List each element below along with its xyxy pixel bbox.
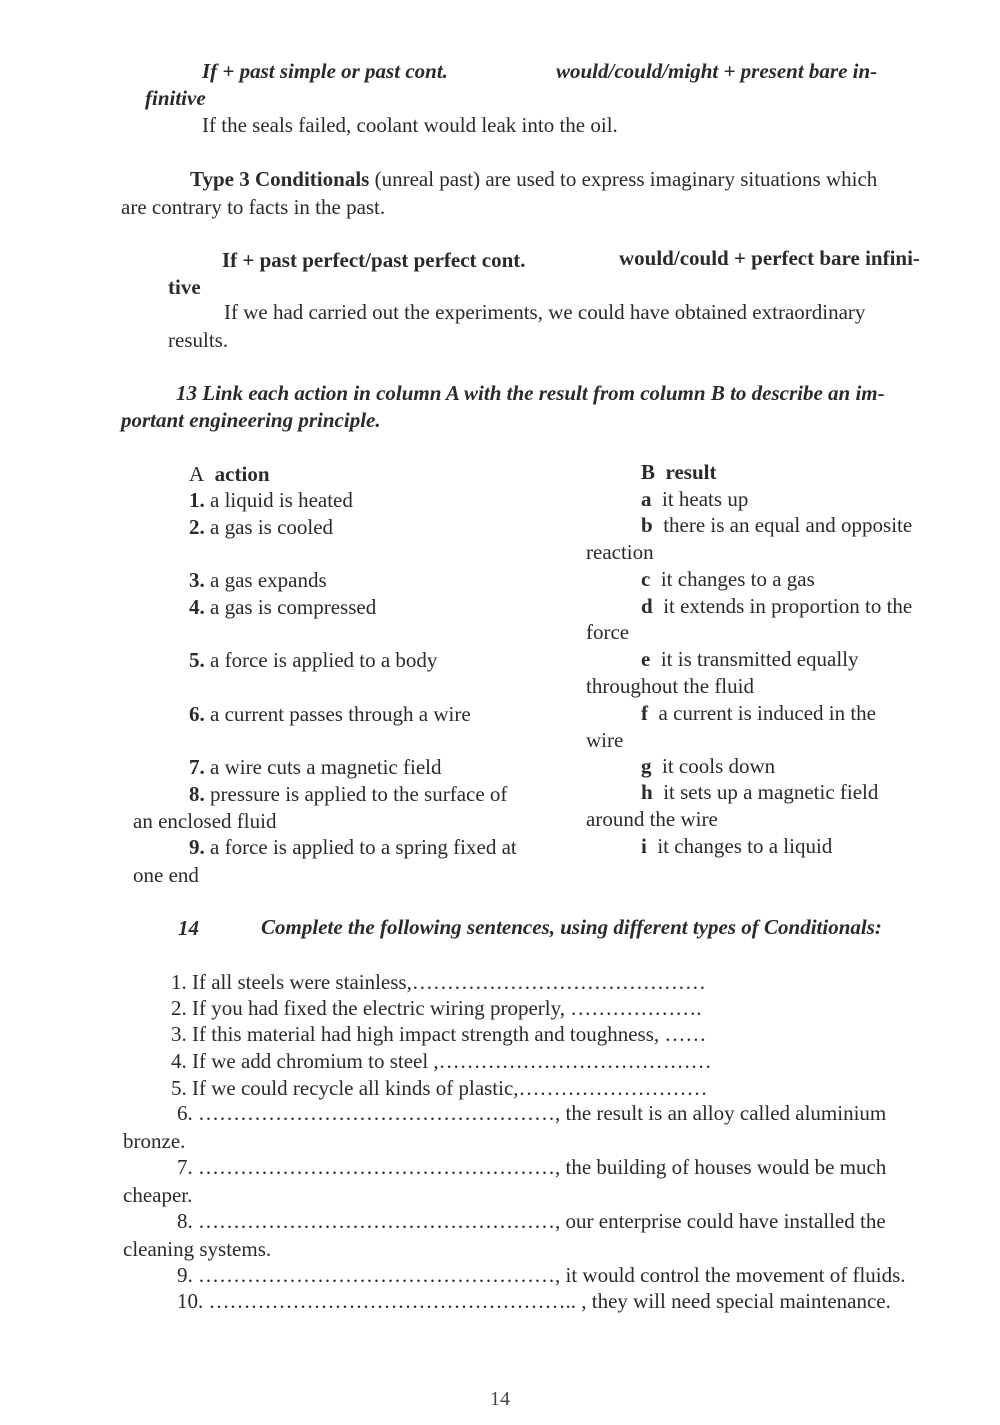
ex13-instruction-line2: portant engineering principle. bbox=[121, 408, 381, 432]
type2-example: If the seals failed, coolant would leak into the oil. bbox=[202, 113, 618, 137]
type2-formula-main: would/could/might + present bare in- bbox=[556, 59, 878, 83]
type3-desc-line2: are contrary to facts in the past. bbox=[121, 195, 386, 219]
action-item: 7. a wire cuts a magnetic field bbox=[189, 755, 442, 779]
col-a-title: action bbox=[214, 462, 270, 486]
sentence-item-cont: bronze. bbox=[123, 1129, 186, 1153]
sentence-item: 7. ……………………………………………, the building of houses would be much bbox=[177, 1155, 887, 1179]
action-item-cont: an enclosed fluid bbox=[133, 809, 277, 833]
result-item: c it changes to a gas bbox=[641, 567, 815, 591]
action-item: 1. a liquid is heated bbox=[189, 488, 353, 512]
result-item: f a current is induced in the bbox=[641, 701, 877, 725]
col-a-header bbox=[189, 461, 270, 488]
type3-example-line1: If we had carried out the experiments, we could have obtained extraordinary bbox=[224, 300, 866, 324]
type3-desc-line1: (unreal past) are used to express imaginary situations which bbox=[374, 167, 878, 191]
sentence-item: 3. If this material had high impact strength and toughness, …… bbox=[171, 1022, 707, 1046]
result-item: i it changes to a liquid bbox=[641, 834, 833, 858]
action-item: 5. a force is applied to a body bbox=[189, 648, 438, 672]
sentence-item: 1. If all steels were stainless,…………………………………… bbox=[171, 970, 706, 994]
action-item: 9. a force is applied to a spring fixed at bbox=[189, 835, 517, 859]
result-item: b there is an equal and opposite bbox=[641, 513, 913, 537]
action-item-cont: one end bbox=[133, 863, 199, 887]
type3-formula-wrap: tive bbox=[168, 275, 201, 299]
ex14-number: 14 bbox=[178, 916, 199, 940]
sentence-item: 10. …………………………………………….. , they will need special maintenance. bbox=[177, 1289, 891, 1313]
sentence-item: 8. ……………………………………………, our enterprise could have installed the bbox=[177, 1209, 886, 1233]
result-item-cont: around the wire bbox=[586, 807, 718, 831]
col-a-letter: A bbox=[189, 462, 205, 486]
result-item-cont: reaction bbox=[586, 540, 654, 564]
result-item-cont: throughout the fluid bbox=[586, 674, 754, 698]
action-item: 3. a gas expands bbox=[189, 568, 327, 592]
sentence-item: 4. If we add chromium to steel ,………………………………… bbox=[171, 1049, 712, 1073]
sentence-item: 6. ……………………………………………, the result is an alloy called aluminium bbox=[177, 1101, 887, 1125]
ex13-instruction-line1: 13 Link each action in column A with the result from column B to describe an im- bbox=[176, 381, 885, 405]
result-item-cont: wire bbox=[586, 728, 624, 752]
type3-paragraph bbox=[190, 166, 877, 193]
result-item: h it sets up a magnetic field bbox=[641, 780, 879, 804]
result-item: d it extends in proportion to the bbox=[641, 594, 913, 618]
type3-example-line2: results. bbox=[168, 328, 229, 352]
action-item: 8. pressure is applied to the surface of bbox=[189, 782, 508, 806]
type3-title: Type 3 Conditionals bbox=[190, 167, 370, 191]
sentence-item-cont: cheaper. bbox=[123, 1183, 193, 1207]
result-item: g it cools down bbox=[641, 754, 776, 778]
col-b-letter: B bbox=[641, 460, 656, 484]
action-item: 4. a gas is compressed bbox=[189, 595, 377, 619]
page-number: 14 bbox=[490, 1388, 510, 1410]
sentence-item: 5. If we could recycle all kinds of plastic,……………………… bbox=[171, 1076, 708, 1100]
type3-formula-if: If + past perfect/past perfect cont. bbox=[222, 248, 526, 272]
sentence-item: 9. ……………………………………………, it would control the movement of fluids. bbox=[177, 1263, 906, 1287]
col-b-title: result bbox=[665, 460, 717, 484]
type2-formula-if: If + past simple or past cont. bbox=[202, 59, 448, 83]
type2-formula-wrap: finitive bbox=[145, 86, 206, 110]
col-b-header bbox=[641, 459, 716, 486]
ex14-instruction: Complete the following sentences, using different types of Conditionals: bbox=[261, 915, 882, 939]
sentence-item-cont: cleaning systems. bbox=[123, 1237, 272, 1261]
sentence-item: 2. If you had fixed the electric wiring properly, ………………. bbox=[171, 996, 702, 1020]
action-item: 2. a gas is cooled bbox=[189, 515, 334, 539]
type3-formula-main: would/could + perfect bare infini- bbox=[619, 246, 920, 270]
result-item: e it is transmitted equally bbox=[641, 647, 859, 671]
result-item-cont: force bbox=[586, 620, 630, 644]
action-item: 6. a current passes through a wire bbox=[189, 702, 471, 726]
result-item: a it heats up bbox=[641, 487, 749, 511]
